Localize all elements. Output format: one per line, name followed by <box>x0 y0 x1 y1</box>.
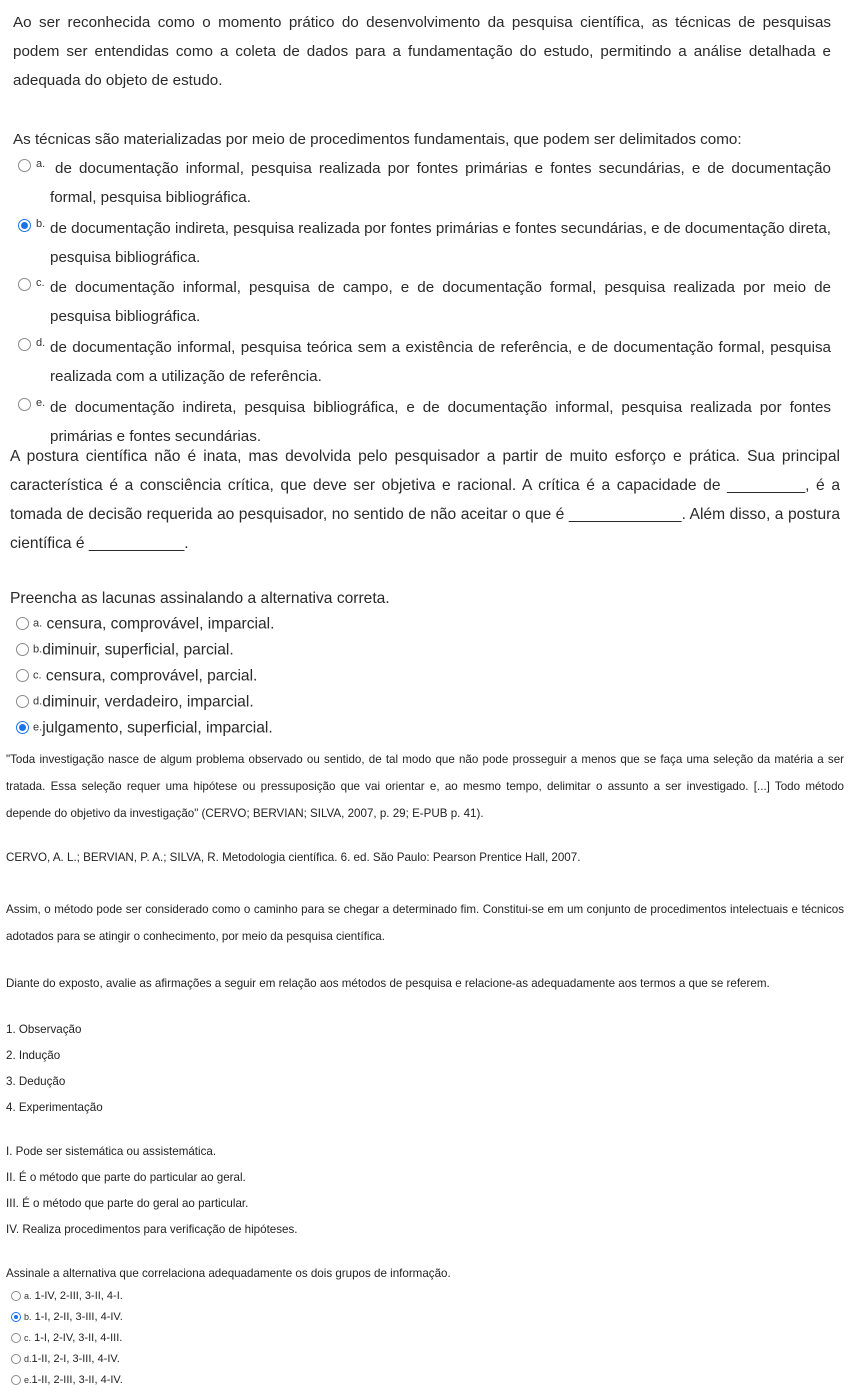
radio-button[interactable] <box>16 617 29 630</box>
option-text[interactable]: julgamento, superficial, imparcial. <box>42 719 273 737</box>
option-letter: c. <box>36 277 45 289</box>
radio-button[interactable] <box>18 278 31 291</box>
term-4: 4. Experimentação <box>6 1101 103 1114</box>
question-3-quote: "Toda investigação nasce de algum problema observado ou sentido, de tal modo que não pode prosseguir a menos que se faça uma seleção da matéria a ser tratada. Essa seleção requer uma hipótese ou pressuposição que vai orientar e, ao mesmo tempo, delimitar o assunto a ser investigado. [...] Todo método depende do objetivo da investigação" (CERVO; BERVIAN; SILVA, 2007, p. 29; E-PUB p. 41). <box>6 753 844 820</box>
option-text[interactable]: 1-II, 2-III, 3-II, 4-IV. <box>31 1374 123 1387</box>
option-letter: d. <box>33 695 43 708</box>
option-letter: a. <box>24 1291 32 1302</box>
question-3-option-b[interactable] <box>11 1309 123 1325</box>
option-text[interactable]: diminuir, verdadeiro, imparcial. <box>42 693 254 711</box>
question-3-option-c[interactable] <box>11 1330 122 1346</box>
radio-button[interactable] <box>18 159 31 172</box>
question-2-option-a[interactable] <box>16 609 274 633</box>
option-letter: b. <box>36 218 46 230</box>
question-2-option-e[interactable] <box>16 713 273 737</box>
radio-button-selected[interactable] <box>18 219 31 232</box>
question-2-lead: Preencha as lacunas assinalando a alternativa correta. <box>10 590 390 607</box>
question-3-option-a[interactable] <box>11 1288 123 1304</box>
option-letter: e. <box>33 721 43 734</box>
option-text[interactable]: censura, comprovável, parcial. <box>45 667 258 685</box>
option-letter: a. <box>36 158 46 170</box>
option-text[interactable]: de documentação indireta, pesquisa realizada por fontes primárias e fontes secundárias, e de documentação direta, pesquisa bibliográfica. <box>50 220 831 266</box>
option-text[interactable]: de documentação informal, pesquisa realizada por fontes primárias e fontes secundárias, e de documentação formal, pesquisa bibliográfica. <box>50 160 831 206</box>
question-2-option-b[interactable] <box>16 635 234 659</box>
option-text[interactable]: censura, comprovável, imparcial. <box>46 615 275 633</box>
radio-button[interactable] <box>16 695 29 708</box>
statement-iv: IV. Realiza procedimentos para verificação de hipóteses. <box>6 1223 298 1236</box>
option-letter: d. <box>24 1354 32 1365</box>
option-text[interactable]: 1-I, 2-IV, 3-II, 4-III. <box>34 1332 123 1345</box>
radio-button[interactable] <box>18 338 31 351</box>
question-1-lead: As técnicas são materializadas por meio de procedimentos fundamentais, que podem ser delimitados como: <box>13 131 742 148</box>
question-3-paragraph: Assim, o método pode ser considerado como o caminho para se chegar a determinado fim. Constitui-se em um conjunto de procedimentos intelectuais e técnicos adotados para se atingir o conhecimento, por meio da pesquisa científica. <box>6 903 844 943</box>
term-1: 1. Observação <box>6 1023 82 1036</box>
option-letter: b. <box>33 643 43 656</box>
option-text[interactable]: de documentação informal, pesquisa teórica sem a existência de referência, e de documentação formal, pesquisa realizada com a utilização de referência. <box>50 339 831 385</box>
radio-button[interactable] <box>11 1291 21 1301</box>
question-2-stem: A postura científica não é inata, mas devolvida pelo pesquisador a partir de muito esforço e prática. Sua principal característica é a consciência crítica, que deve ser objetiva e racional. A crítica é a capacidade de _________, é a tomada de decisão requerida ao pesquisador, no sentido de não aceitar o que é _____________. Além disso, a postura científica é ___________. <box>10 448 840 552</box>
question-3-lead: Assinale a alternativa que correlaciona adequadamente os dois grupos de informação. <box>6 1267 451 1280</box>
radio-button-selected[interactable] <box>11 1312 21 1322</box>
option-text[interactable]: diminuir, superficial, parcial. <box>42 641 234 659</box>
radio-button[interactable] <box>16 643 29 656</box>
option-text[interactable]: 1-II, 2-I, 3-III, 4-IV. <box>31 1353 120 1366</box>
question-1-intro: Ao ser reconhecida como o momento prático do desenvolvimento da pesquisa científica, as técnicas de pesquisas podem ser entendidas como a coleta de dados para a fundamentação do estudo, permitindo a análise detalhada e adequada do objeto de estudo. <box>13 14 831 89</box>
radio-button[interactable] <box>11 1333 21 1343</box>
option-text[interactable]: de documentação informal, pesquisa de campo, e de documentação formal, pesquisa realizada por meio de pesquisa bibliográfica. <box>50 279 831 325</box>
question-2-option-d[interactable] <box>16 687 254 711</box>
option-letter: e. <box>24 1375 32 1386</box>
option-letter: c. <box>24 1333 32 1344</box>
option-text[interactable]: de documentação indireta, pesquisa bibliográfica, e de documentação informal, pesquisa realizada por fontes primárias e fontes secundárias. <box>50 399 831 445</box>
term-2: 2. Indução <box>6 1049 61 1062</box>
radio-button[interactable] <box>11 1354 21 1364</box>
option-letter: b. <box>24 1312 32 1323</box>
question-2-option-c[interactable] <box>16 661 257 685</box>
radio-button[interactable] <box>18 398 31 411</box>
statement-iii: III. É o método que parte do geral ao particular. <box>6 1197 249 1210</box>
term-3: 3. Dedução <box>6 1075 66 1088</box>
option-letter: d. <box>36 337 46 349</box>
statement-ii: II. É o método que parte do particular ao geral. <box>6 1171 246 1184</box>
option-letter: a. <box>33 617 43 630</box>
question-3-option-e[interactable] <box>11 1372 123 1388</box>
radio-button[interactable] <box>16 669 29 682</box>
question-3-instruction: Diante do exposto, avalie as afirmações a seguir em relação aos métodos de pesquisa e relacione-as adequadamente aos termos a que se referem. <box>6 977 770 990</box>
statement-i: I. Pode ser sistemática ou assistemática. <box>6 1145 217 1158</box>
option-letter: e. <box>36 397 46 409</box>
question-3-reference: CERVO, A. L.; BERVIAN, P. A.; SILVA, R. Metodologia científica. 6. ed. São Paulo: Pearson Prentice Hall, 2007. <box>6 851 581 864</box>
option-letter: c. <box>33 669 42 682</box>
radio-button-selected[interactable] <box>16 721 29 734</box>
radio-button[interactable] <box>11 1375 21 1385</box>
question-3-option-d[interactable] <box>11 1351 120 1367</box>
option-text[interactable]: 1-IV, 2-III, 3-II, 4-I. <box>34 1290 123 1303</box>
option-text[interactable]: 1-I, 2-II, 3-III, 4-IV. <box>34 1311 123 1324</box>
